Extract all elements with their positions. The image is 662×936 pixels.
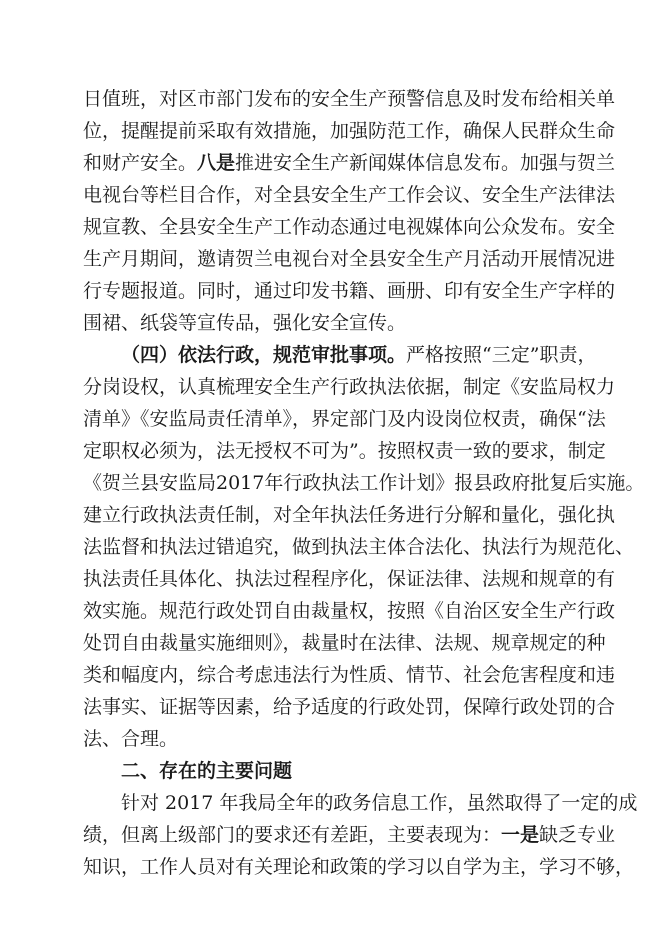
text-line: 《贺兰县安监局2017年行政执法工作计划》报县政府批复后实施。 xyxy=(83,472,645,494)
text-run: 严格按照“三定”职责， xyxy=(406,344,597,366)
subsection-heading: （四）依法行政，规范审批事项。 xyxy=(121,344,407,366)
text-line: 围裙、纸袋等宣传品，强化安全宣传。 xyxy=(83,312,407,334)
text-line: 处罚自由裁量实施细则》，裁量时在法律、法规、规章规定的种 xyxy=(83,632,606,654)
section-heading: 二、存在的主要问题 xyxy=(121,760,293,782)
text-run: 缺乏专业 xyxy=(539,824,616,846)
text-line: 知识，工作人员对有关理论和政策的学习以自学为主，学习不够， xyxy=(83,856,635,878)
text-line: 法监督和执法过错追究，做到执法主体合法化、执法行为规范化、 xyxy=(83,536,635,558)
text-line: 规宣教、全县安全生产工作动态通过电视媒体向公众发布。安全 xyxy=(83,216,616,238)
text-run: 和财产安全。 xyxy=(83,152,198,174)
text-line: 执法责任具体化、执法过程程序化，保证法律、法规和规章的有 xyxy=(83,568,616,590)
text-line: 定职权必须为，法无授权不可为”。按照权责一致的要求，制定 xyxy=(83,440,606,462)
text-line: 位，提醒提前采取有效措施，加强防范工作，确保人民群众生命 xyxy=(83,120,616,142)
text-line: 清单》《安监局责任清单》，界定部门及内设岗位权责，确保“法 xyxy=(83,408,606,430)
text-line xyxy=(83,148,616,178)
text-run: 绩，但离上级部门的要求还有差距，主要表现为： xyxy=(83,824,502,846)
text-line: 生产月期间，邀请贺兰电视台对全县安全生产月活动开展情况进 xyxy=(83,248,616,270)
text-line: 法事实、证据等因素，给予适度的行政处罚，保障行政处罚的合 xyxy=(83,696,616,718)
text-line: 效实施。规范行政处罚自由裁量权，按照《自治区安全生产行政 xyxy=(83,600,616,622)
text-line: 分岗设权，认真梳理安全生产行政执法依据，制定《安监局权力 xyxy=(83,376,616,398)
text-line: 建立行政执法责任制，对全年执法任务进行分解和量化，强化执 xyxy=(83,504,616,526)
text-line: 电视台等栏目合作，对全县安全生产工作会议、安全生产法律法 xyxy=(83,184,616,206)
emphasis-label: 一是 xyxy=(501,824,540,846)
text-line: 针对 2017 年我局全年的政务信息工作，虽然取得了一定的成 xyxy=(121,792,638,814)
text-run: 推进安全生产新闻媒体信息发布。加强与贺兰 xyxy=(235,152,616,174)
text-line xyxy=(83,820,616,850)
text-line: 类和幅度内，综合考虑违法行为性质、情节、社会危害程度和违 xyxy=(83,664,616,686)
text-line: 行专题报道。同时，通过印发书籍、画册、印有安全生产字样的 xyxy=(83,280,616,302)
emphasis-label: 八是 xyxy=(197,152,236,174)
text-line: 法、合理。 xyxy=(83,728,179,750)
text-line xyxy=(121,340,597,370)
text-line: 日值班，对区市部门发布的安全生产预警信息及时发布给相关单 xyxy=(83,88,616,110)
